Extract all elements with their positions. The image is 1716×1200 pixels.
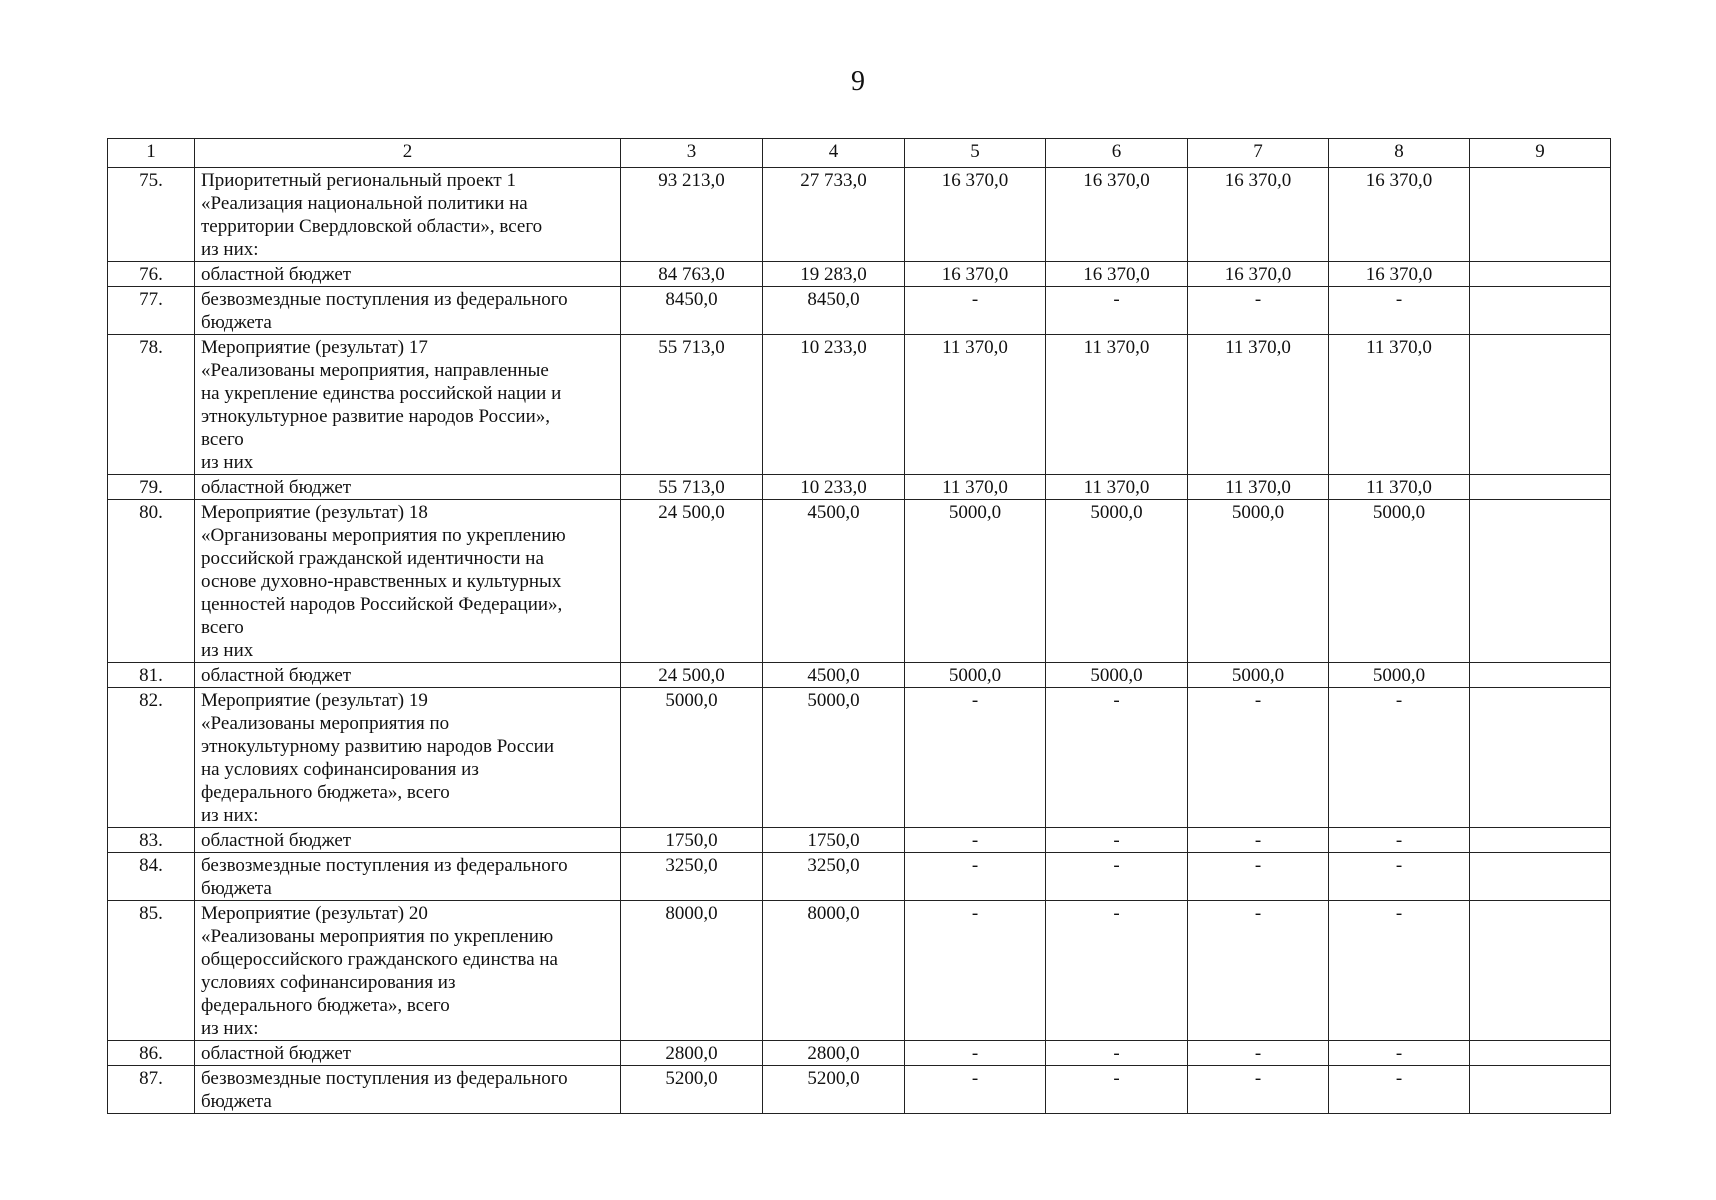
description-line: областной бюджет (201, 477, 352, 498)
value-cell-col-5: - (905, 287, 1046, 335)
row-description (195, 901, 621, 1041)
description-line: из них: (201, 805, 259, 826)
value-cell-col-6: 5000,0 (1046, 500, 1188, 663)
value-cell-col-3: 5200,0 (621, 1066, 763, 1114)
description-line: Мероприятие (результат) 18 (201, 502, 428, 523)
table-row (108, 663, 1611, 688)
value-cell-col-9 (1470, 663, 1611, 688)
header-cell: 3 (621, 139, 763, 168)
row-number: 78. (108, 335, 195, 475)
description-line: на условиях софинансирования из (201, 759, 479, 780)
description-line: «Реализованы мероприятия по укреплению (201, 926, 554, 947)
description-line: «Реализованы мероприятия, направленные (201, 360, 549, 381)
row-number: 75. (108, 168, 195, 262)
value-cell-col-4: 27 733,0 (763, 168, 905, 262)
row-number: 87. (108, 1066, 195, 1114)
table-row (108, 262, 1611, 287)
description-line: этнокультурному развитию народов России (201, 736, 555, 757)
description-line: общероссийского гражданского единства на (201, 949, 558, 970)
value-cell-col-6: 16 370,0 (1046, 168, 1188, 262)
table-row (108, 1041, 1611, 1066)
value-cell-col-8: 5000,0 (1329, 663, 1470, 688)
value-cell-col-5: - (905, 901, 1046, 1041)
row-number: 85. (108, 901, 195, 1041)
description-line: основе духовно-нравственных и культурных (201, 571, 562, 592)
description-line: российской гражданской идентичности на (201, 548, 544, 569)
value-cell-col-8: - (1329, 901, 1470, 1041)
value-cell-col-6: - (1046, 828, 1188, 853)
value-cell-col-5: - (905, 853, 1046, 901)
value-cell-col-3: 93 213,0 (621, 168, 763, 262)
value-cell-col-3: 8450,0 (621, 287, 763, 335)
row-number: 77. (108, 287, 195, 335)
value-cell-col-8: - (1329, 688, 1470, 828)
value-cell-col-4: 19 283,0 (763, 262, 905, 287)
header-cell: 1 (108, 139, 195, 168)
row-number: 83. (108, 828, 195, 853)
row-description (195, 168, 621, 262)
table-row (108, 500, 1611, 663)
row-description (195, 1066, 621, 1114)
row-description (195, 663, 621, 688)
value-cell-col-5: 5000,0 (905, 663, 1046, 688)
description-line: областной бюджет (201, 830, 352, 851)
value-cell-col-9 (1470, 828, 1611, 853)
value-cell-col-4: 10 233,0 (763, 475, 905, 500)
value-cell-col-7: 16 370,0 (1188, 262, 1329, 287)
table-row (108, 901, 1611, 1041)
value-cell-col-4: 3250,0 (763, 853, 905, 901)
value-cell-col-3: 84 763,0 (621, 262, 763, 287)
table-header-row (108, 139, 1611, 168)
row-number: 81. (108, 663, 195, 688)
value-cell-col-4: 5000,0 (763, 688, 905, 828)
description-line: Мероприятие (результат) 17 (201, 337, 428, 358)
value-cell-col-5: - (905, 1041, 1046, 1066)
value-cell-col-7: - (1188, 1041, 1329, 1066)
row-description (195, 475, 621, 500)
header-cell: 7 (1188, 139, 1329, 168)
value-cell-col-4: 5200,0 (763, 1066, 905, 1114)
budget-table (107, 138, 1611, 1114)
table-row (108, 287, 1611, 335)
value-cell-col-9 (1470, 168, 1611, 262)
value-cell-col-9 (1470, 688, 1611, 828)
value-cell-col-3: 24 500,0 (621, 663, 763, 688)
row-description (195, 828, 621, 853)
value-cell-col-8: 11 370,0 (1329, 335, 1470, 475)
value-cell-col-4: 8450,0 (763, 287, 905, 335)
description-line: территории Свердловской области», всего (201, 216, 543, 237)
description-line: безвозмездные поступления из федерального (201, 289, 568, 310)
row-description (195, 262, 621, 287)
value-cell-col-9 (1470, 853, 1611, 901)
description-line: бюджета (201, 312, 272, 333)
value-cell-col-3: 55 713,0 (621, 335, 763, 475)
description-line: «Организованы мероприятия по укреплению (201, 525, 566, 546)
value-cell-col-3: 24 500,0 (621, 500, 763, 663)
description-line: всего (201, 429, 244, 450)
value-cell-col-8: - (1329, 828, 1470, 853)
header-cell: 5 (905, 139, 1046, 168)
row-description (195, 853, 621, 901)
header-cell: 4 (763, 139, 905, 168)
description-line: областной бюджет (201, 665, 352, 686)
description-line: областной бюджет (201, 264, 352, 285)
description-line: всего (201, 617, 244, 638)
value-cell-col-6: 16 370,0 (1046, 262, 1188, 287)
description-line: из них: (201, 239, 259, 260)
value-cell-col-3: 3250,0 (621, 853, 763, 901)
value-cell-col-7: 16 370,0 (1188, 168, 1329, 262)
description-line: бюджета (201, 1091, 272, 1112)
value-cell-col-7: - (1188, 688, 1329, 828)
value-cell-col-9 (1470, 475, 1611, 500)
value-cell-col-5: - (905, 688, 1046, 828)
description-line: «Реализованы мероприятия по (201, 713, 450, 734)
table-row (108, 688, 1611, 828)
table-row (108, 1066, 1611, 1114)
value-cell-col-4: 4500,0 (763, 500, 905, 663)
row-description (195, 335, 621, 475)
description-line: областной бюджет (201, 1043, 352, 1064)
value-cell-col-4: 1750,0 (763, 828, 905, 853)
value-cell-col-9 (1470, 1041, 1611, 1066)
value-cell-col-8: - (1329, 853, 1470, 901)
value-cell-col-6: - (1046, 688, 1188, 828)
value-cell-col-6: - (1046, 901, 1188, 1041)
value-cell-col-3: 55 713,0 (621, 475, 763, 500)
description-line: условиях софинансирования из (201, 972, 456, 993)
value-cell-col-7: 5000,0 (1188, 500, 1329, 663)
page-number: 9 (851, 66, 865, 97)
row-description (195, 688, 621, 828)
description-line: на укрепление единства российской нации и (201, 383, 562, 404)
value-cell-col-8: - (1329, 287, 1470, 335)
value-cell-col-7: - (1188, 1066, 1329, 1114)
value-cell-col-7: 11 370,0 (1188, 475, 1329, 500)
header-cell: 9 (1470, 139, 1611, 168)
row-number: 79. (108, 475, 195, 500)
value-cell-col-8: 16 370,0 (1329, 262, 1470, 287)
row-number: 84. (108, 853, 195, 901)
value-cell-col-7: - (1188, 287, 1329, 335)
value-cell-col-6: 11 370,0 (1046, 475, 1188, 500)
value-cell-col-9 (1470, 335, 1611, 475)
description-line: ценностей народов Российской Федерации», (201, 594, 563, 615)
value-cell-col-9 (1470, 287, 1611, 335)
value-cell-col-5: 11 370,0 (905, 475, 1046, 500)
value-cell-col-7: 5000,0 (1188, 663, 1329, 688)
table-row (108, 828, 1611, 853)
row-number: 76. (108, 262, 195, 287)
value-cell-col-6: - (1046, 1066, 1188, 1114)
value-cell-col-8: 5000,0 (1329, 500, 1470, 663)
value-cell-col-8: 11 370,0 (1329, 475, 1470, 500)
description-line: из них (201, 640, 254, 661)
value-cell-col-8: - (1329, 1066, 1470, 1114)
table-row (108, 168, 1611, 262)
description-line: «Реализация национальной политики на (201, 193, 528, 214)
value-cell-col-7: - (1188, 901, 1329, 1041)
value-cell-col-5: 16 370,0 (905, 262, 1046, 287)
header-cell: 2 (195, 139, 621, 168)
value-cell-col-7: - (1188, 853, 1329, 901)
value-cell-col-7: - (1188, 828, 1329, 853)
value-cell-col-4: 10 233,0 (763, 335, 905, 475)
value-cell-col-6: - (1046, 287, 1188, 335)
header-cell: 8 (1329, 139, 1470, 168)
value-cell-col-5: 11 370,0 (905, 335, 1046, 475)
description-line: из них: (201, 1018, 259, 1039)
row-number: 82. (108, 688, 195, 828)
value-cell-col-4: 8000,0 (763, 901, 905, 1041)
value-cell-col-3: 2800,0 (621, 1041, 763, 1066)
value-cell-col-3: 8000,0 (621, 901, 763, 1041)
value-cell-col-5: - (905, 1066, 1046, 1114)
value-cell-col-9 (1470, 901, 1611, 1041)
value-cell-col-8: - (1329, 1041, 1470, 1066)
table-row (108, 335, 1611, 475)
value-cell-col-9 (1470, 1066, 1611, 1114)
description-line: этнокультурное развитие народов России», (201, 406, 551, 427)
description-line: Мероприятие (результат) 20 (201, 903, 428, 924)
value-cell-col-3: 1750,0 (621, 828, 763, 853)
value-cell-col-3: 5000,0 (621, 688, 763, 828)
value-cell-col-9 (1470, 262, 1611, 287)
value-cell-col-6: 5000,0 (1046, 663, 1188, 688)
value-cell-col-5: - (905, 828, 1046, 853)
value-cell-col-6: 11 370,0 (1046, 335, 1188, 475)
row-description (195, 1041, 621, 1066)
value-cell-col-5: 5000,0 (905, 500, 1046, 663)
value-cell-col-7: 11 370,0 (1188, 335, 1329, 475)
row-description (195, 500, 621, 663)
description-line: Мероприятие (результат) 19 (201, 690, 428, 711)
header-cell: 6 (1046, 139, 1188, 168)
value-cell-col-6: - (1046, 853, 1188, 901)
description-line: безвозмездные поступления из федерального (201, 855, 568, 876)
table-row (108, 475, 1611, 500)
value-cell-col-9 (1470, 500, 1611, 663)
row-number: 86. (108, 1041, 195, 1066)
description-line: федерального бюджета», всего (201, 995, 450, 1016)
description-line: бюджета (201, 878, 272, 899)
description-line: безвозмездные поступления из федерального (201, 1068, 568, 1089)
row-number: 80. (108, 500, 195, 663)
table-row (108, 853, 1611, 901)
value-cell-col-6: - (1046, 1041, 1188, 1066)
value-cell-col-5: 16 370,0 (905, 168, 1046, 262)
value-cell-col-8: 16 370,0 (1329, 168, 1470, 262)
description-line: из них (201, 452, 254, 473)
row-description (195, 287, 621, 335)
value-cell-col-4: 4500,0 (763, 663, 905, 688)
value-cell-col-4: 2800,0 (763, 1041, 905, 1066)
description-line: федерального бюджета», всего (201, 782, 450, 803)
description-line: Приоритетный региональный проект 1 (201, 170, 516, 191)
